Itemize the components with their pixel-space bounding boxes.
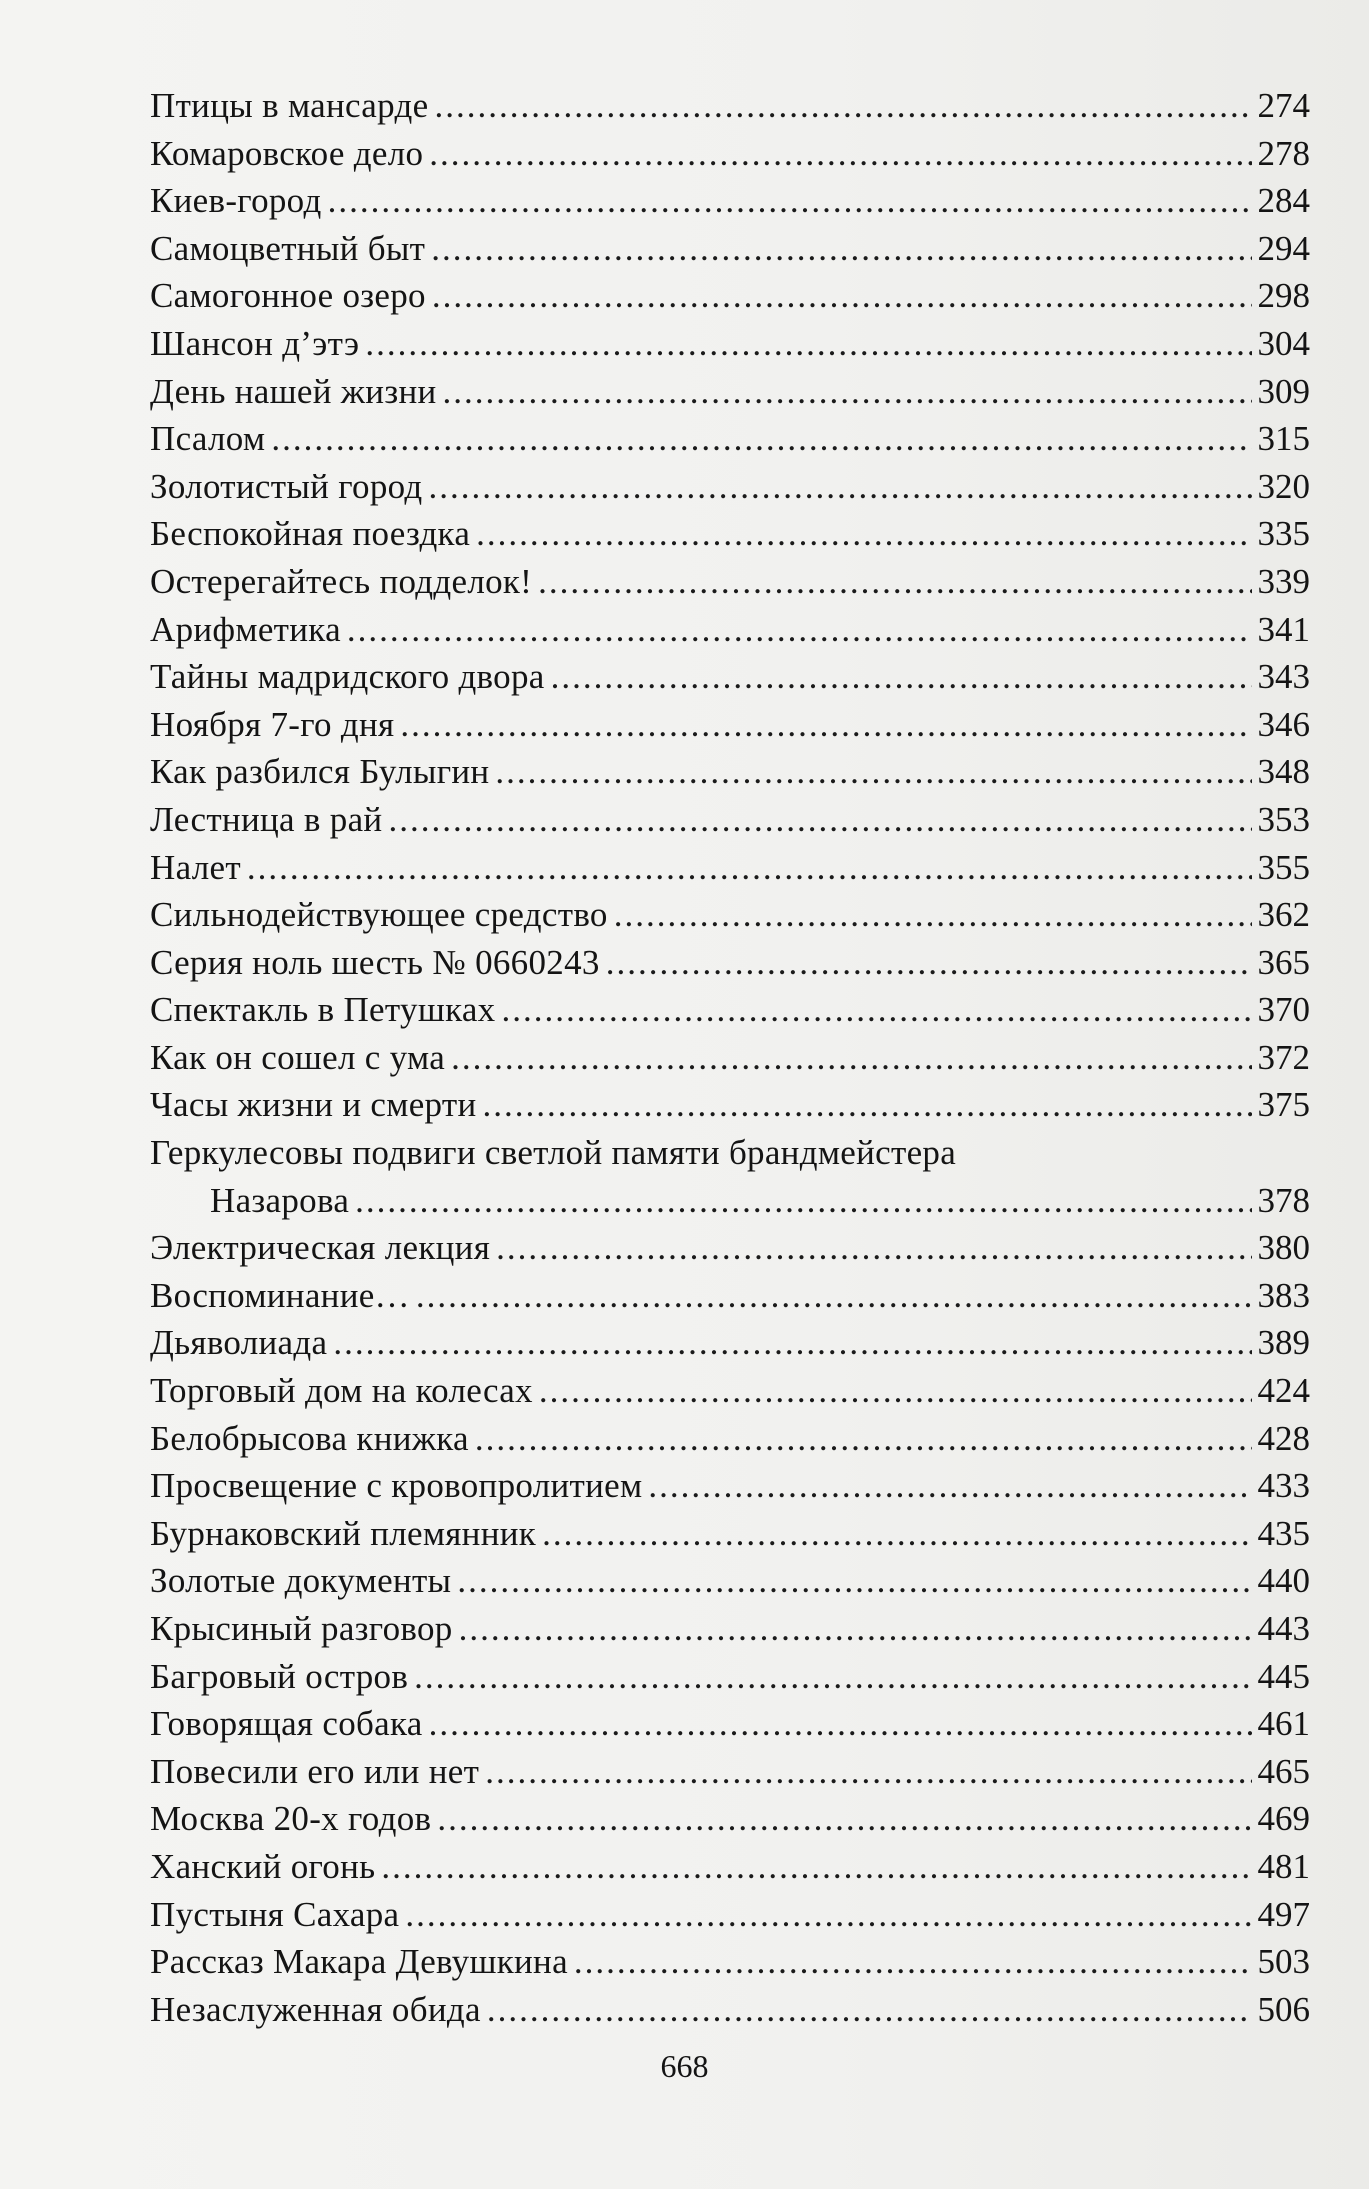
toc-entry-title: Часы жизни и смерти — [150, 1085, 477, 1125]
toc-entry — [150, 1367, 1310, 1415]
toc-entry-page-number: 274 — [1257, 86, 1310, 125]
toc-entry-page-number: 278 — [1257, 133, 1310, 173]
toc-entry — [150, 1843, 1310, 1891]
toc-entry — [150, 1653, 1310, 1701]
toc-entry-page-number: 294 — [1257, 228, 1310, 268]
toc-entry-title: Ханский огонь — [150, 1846, 376, 1886]
toc-entry-title: Золотистый город — [150, 466, 423, 506]
toc-entry-page-number: 298 — [1257, 276, 1310, 316]
toc-entry-title: Дьяволиада — [150, 1323, 328, 1363]
toc-entry — [150, 415, 1310, 463]
toc-dot-leader — [475, 1415, 1252, 1463]
toc-entry-page-number: 383 — [1257, 1275, 1310, 1315]
toc-entry — [150, 177, 1310, 225]
toc-dot-leader — [451, 1034, 1251, 1082]
toc-entry — [150, 1510, 1310, 1558]
toc-dot-leader — [414, 1653, 1251, 1701]
toc-entry — [150, 1938, 1310, 1986]
toc-entry-title: Торговый дом на колесах — [150, 1371, 533, 1411]
toc-entry-page-number: 465 — [1257, 1751, 1310, 1791]
toc-dot-leader — [416, 1272, 1252, 1320]
toc-entry-page-number: 424 — [1257, 1371, 1310, 1411]
toc-entry-page-number: 304 — [1257, 323, 1310, 363]
toc-entry-page-number: 284 — [1257, 181, 1310, 221]
toc-entry-page-number: 346 — [1257, 704, 1310, 744]
toc-entry-page-number: 315 — [1257, 419, 1310, 459]
toc-entry — [150, 701, 1310, 749]
toc-entry-title: Воспоминание… — [150, 1275, 410, 1315]
toc-entry — [150, 225, 1310, 273]
toc-entry-page-number: 428 — [1257, 1418, 1310, 1458]
toc-entry — [150, 986, 1310, 1034]
toc-dot-leader — [574, 1938, 1252, 1986]
toc-entry — [150, 1129, 1310, 1177]
toc-entry-page-number: 506 — [1257, 1989, 1310, 2029]
toc-dot-leader — [429, 463, 1252, 511]
toc-entry-title: День нашей жизни — [150, 371, 437, 411]
toc-entry-title: Серия ноль шесть № 0660243 — [150, 942, 600, 982]
table-of-contents — [150, 82, 1310, 2033]
toc-entry-title: Тайны мадридского двора — [150, 657, 545, 697]
toc-dot-leader — [495, 748, 1251, 796]
toc-entry-title: Золотые документы — [150, 1561, 452, 1601]
toc-entry-page-number: 365 — [1257, 942, 1310, 982]
toc-dot-leader — [487, 1986, 1252, 2034]
toc-entry-page-number: 335 — [1257, 514, 1310, 554]
toc-entry-title: Спектакль в Петушках — [150, 990, 496, 1030]
toc-entry — [150, 1700, 1310, 1748]
toc-dot-leader — [381, 1843, 1251, 1891]
toc-entry-page-number: 503 — [1257, 1942, 1310, 1982]
toc-entry-page-number: 353 — [1257, 799, 1310, 839]
toc-entry-page-number: 339 — [1257, 561, 1310, 601]
toc-dot-leader — [542, 1510, 1251, 1558]
toc-dot-leader — [437, 1795, 1251, 1843]
toc-entry — [150, 1748, 1310, 1796]
toc-entry-title: Остерегайтесь подделок! — [150, 561, 533, 601]
toc-entry-page-number: 362 — [1257, 895, 1310, 935]
toc-dot-leader — [429, 1700, 1252, 1748]
toc-entry — [150, 1177, 1310, 1225]
toc-dot-leader — [476, 510, 1251, 558]
toc-entry-title: Москва 20-х годов — [150, 1799, 432, 1839]
toc-entry — [150, 1891, 1310, 1939]
toc-entry — [150, 606, 1310, 654]
toc-dot-leader — [328, 177, 1252, 225]
toc-entry-title: Назарова — [210, 1180, 350, 1220]
toc-entry — [150, 272, 1310, 320]
toc-entry — [150, 1415, 1310, 1463]
toc-entry — [150, 558, 1310, 606]
toc-entry-title: Самогонное озеро — [150, 276, 426, 316]
toc-entry — [150, 1034, 1310, 1082]
toc-entry — [150, 796, 1310, 844]
toc-dot-leader — [271, 415, 1251, 463]
toc-entry-page-number: 389 — [1257, 1323, 1310, 1363]
toc-entry-title: Арифметика — [150, 609, 341, 649]
toc-entry-title: Комаровское дело — [150, 133, 424, 173]
toc-entry-title: Киев-город — [150, 181, 322, 221]
toc-entry-title: Багровый остров — [150, 1656, 409, 1696]
toc-entry-title: Бурнаковский племянник — [150, 1513, 537, 1553]
toc-entry — [150, 320, 1310, 368]
toc-entry-page-number: 378 — [1257, 1180, 1310, 1220]
toc-entry — [150, 510, 1310, 558]
toc-entry-page-number: 372 — [1257, 1037, 1310, 1077]
toc-dot-leader — [538, 558, 1251, 606]
toc-entry-page-number: 481 — [1257, 1846, 1310, 1886]
toc-entry-page-number: 355 — [1257, 847, 1310, 887]
toc-entry — [150, 463, 1310, 511]
toc-dot-leader — [648, 1462, 1251, 1510]
toc-dot-leader — [431, 225, 1251, 273]
toc-entry — [150, 1272, 1310, 1320]
toc-entry-title: Псалом — [150, 419, 266, 459]
toc-dot-leader — [347, 606, 1252, 654]
toc-dot-leader — [496, 1224, 1251, 1272]
toc-entry-title: Говорящая собака — [150, 1704, 423, 1744]
toc-dot-leader — [333, 1319, 1251, 1367]
toc-dot-leader — [606, 939, 1252, 987]
toc-entry — [150, 368, 1310, 416]
toc-entry-page-number: 433 — [1257, 1466, 1310, 1506]
toc-entry-title: Белобрысова книжка — [150, 1418, 469, 1458]
toc-entry — [150, 1462, 1310, 1510]
toc-entry — [150, 939, 1310, 987]
toc-entry — [150, 1557, 1310, 1605]
toc-entry-title: Ноября 7-го дня — [150, 704, 395, 744]
toc-dot-leader — [614, 891, 1252, 939]
toc-entry-title: Крысиный разговор — [150, 1609, 453, 1648]
toc-entry-page-number: 375 — [1257, 1085, 1310, 1125]
toc-entry-title: Как он сошел с ума — [150, 1037, 446, 1077]
toc-dot-leader — [485, 1748, 1251, 1796]
toc-entry-title: Рассказ Макара Девушкина — [150, 1942, 568, 1982]
toc-dot-leader — [551, 653, 1252, 701]
toc-entry — [150, 1319, 1310, 1367]
toc-entry-title: Лестница в рай — [150, 799, 383, 839]
toc-entry-title: Электрическая лекция — [150, 1228, 491, 1268]
toc-dot-leader — [365, 320, 1251, 368]
toc-entry — [150, 653, 1310, 701]
toc-entry-page-number: 380 — [1257, 1228, 1310, 1268]
toc-dot-leader — [355, 1177, 1251, 1225]
toc-entry — [150, 130, 1310, 178]
toc-entry-page-number: 341 — [1257, 609, 1310, 649]
toc-entry — [150, 82, 1310, 130]
toc-entry-title: Беспокойная поездка — [150, 514, 471, 554]
toc-entry — [150, 1795, 1310, 1843]
toc-entry — [150, 891, 1310, 939]
toc-entry-page-number: 461 — [1257, 1704, 1310, 1744]
toc-dot-leader — [434, 82, 1251, 130]
toc-entry-page-number: 469 — [1257, 1799, 1310, 1839]
toc-entry-title: Самоцветный быт — [150, 228, 426, 268]
toc-dot-leader — [400, 701, 1251, 749]
toc-entry-page-number: 370 — [1257, 990, 1310, 1030]
toc-entry-page-number: 343 — [1257, 657, 1310, 697]
toc-entry-page-number: 348 — [1257, 752, 1310, 792]
toc-dot-leader — [443, 368, 1252, 416]
toc-entry-title: Незаслуженная обида — [150, 1989, 481, 2029]
toc-dot-leader — [432, 272, 1252, 320]
toc-dot-leader — [459, 1605, 1252, 1653]
toc-entry-title: Повесили его или нет — [150, 1751, 480, 1791]
toc-entry-title: Геркулесовы подвиги светлой памяти брандмейстера — [150, 1133, 957, 1173]
toc-dot-leader — [501, 986, 1251, 1034]
toc-entry — [150, 844, 1310, 892]
toc-entry-page-number: 445 — [1257, 1656, 1310, 1696]
toc-entry-page-number: 435 — [1257, 1513, 1310, 1553]
toc-dot-leader — [388, 796, 1251, 844]
toc-dot-leader — [539, 1367, 1252, 1415]
toc-entry-page-number: 497 — [1257, 1894, 1310, 1934]
toc-dot-leader — [457, 1557, 1251, 1605]
toc-entry — [150, 748, 1310, 796]
toc-entry-title: Налет — [150, 847, 241, 887]
toc-entry — [150, 1605, 1310, 1653]
toc-entry-title: Как разбился Булыгин — [150, 752, 490, 792]
toc-dot-leader — [405, 1891, 1251, 1939]
toc-entry-title: Просвещение с кровопролитием — [150, 1466, 643, 1506]
toc-dot-leader — [247, 844, 1252, 892]
toc-entry-title: Пустыня Сахара — [150, 1894, 400, 1934]
toc-entry — [150, 1986, 1310, 2034]
toc-entry — [150, 1224, 1310, 1272]
toc-entry-title: Шансон д’этэ — [150, 323, 360, 363]
toc-dot-leader — [483, 1081, 1252, 1129]
toc-entry-page-number: 320 — [1257, 466, 1310, 506]
toc-entry — [150, 1081, 1310, 1129]
toc-entry-page-number: 440 — [1257, 1561, 1310, 1601]
toc-entry-title: Сильнодействующее средство — [150, 895, 608, 935]
toc-entry-title: Птицы в мансарде — [150, 86, 429, 125]
toc-entry-page-number: 309 — [1257, 371, 1310, 411]
toc-dot-leader — [429, 130, 1251, 178]
toc-entry-page-number: 443 — [1257, 1609, 1310, 1648]
page-number: 668 — [660, 2048, 709, 2084]
